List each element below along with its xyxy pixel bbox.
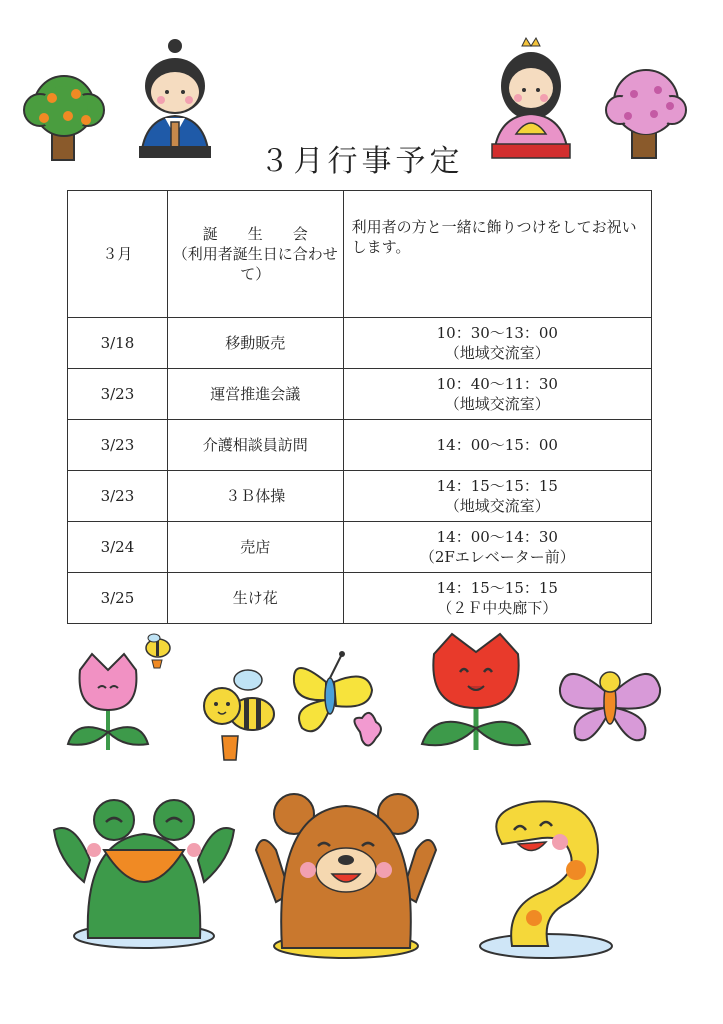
event-name: ３Ｂ体操 [167, 471, 343, 522]
event-date: 3/23 [68, 369, 168, 420]
event-date: ３月 [68, 191, 168, 318]
event-name: 移動販売 [167, 318, 343, 369]
page-title: ３月行事予定 [259, 144, 464, 179]
bear-illustration [246, 790, 446, 960]
event-name: 売店 [167, 522, 343, 573]
bee-with-honey-pot-small-illustration [138, 630, 178, 670]
event-name [167, 191, 343, 318]
yellow-butterfly-illustration [286, 648, 402, 758]
event-location: （2Fエレベーター前） [419, 548, 575, 566]
event-detail [343, 420, 651, 471]
red-tulip-illustration [414, 630, 538, 752]
event-location: （２Ｆ中央廊下） [437, 599, 558, 617]
bee-illustration [198, 666, 278, 762]
event-name: 運営推進会議 [167, 369, 343, 420]
table-row [68, 318, 652, 369]
event-time: 14：15～15：15 [436, 579, 558, 597]
event-detail: 利用者の方と一緒に飾りつけをしてお祝いします。 [343, 191, 651, 318]
event-time: 14：00～14：30 [436, 528, 558, 546]
table-row [68, 471, 652, 522]
table-row [68, 191, 652, 318]
event-name-subline: （利用者誕生日に合わせて） [172, 245, 338, 283]
pink-butterfly-illustration [554, 652, 666, 748]
event-location: （地域交流室） [444, 344, 550, 362]
event-date: 3/23 [68, 471, 168, 522]
event-name: 介護相談員訪問 [167, 420, 343, 471]
snake-illustration [472, 796, 622, 960]
event-location: （地域交流室） [444, 497, 550, 515]
event-time: 10：30～13：00 [436, 324, 558, 342]
event-time: 14：15～15：15 [436, 477, 558, 495]
event-name: 生け花 [167, 573, 343, 624]
table-row [68, 573, 652, 624]
event-date: 3/23 [68, 420, 168, 471]
event-location: （地域交流室） [444, 395, 550, 413]
event-detail [343, 318, 651, 369]
event-detail [343, 369, 651, 420]
frog-illustration [44, 790, 244, 950]
event-detail [343, 471, 651, 522]
table-row [68, 522, 652, 573]
table-row [68, 420, 652, 471]
event-detail [343, 573, 651, 624]
event-date: 3/25 [68, 573, 168, 624]
event-date: 3/18 [68, 318, 168, 369]
event-time: 10：40～11：30 [436, 375, 558, 393]
table-row [68, 369, 652, 420]
event-time: 14：00～15：00 [436, 436, 558, 454]
event-detail [343, 522, 651, 573]
event-schedule-table [67, 190, 652, 624]
event-date: 3/24 [68, 522, 168, 573]
event-name-line: 誕 生 会 [202, 225, 308, 243]
